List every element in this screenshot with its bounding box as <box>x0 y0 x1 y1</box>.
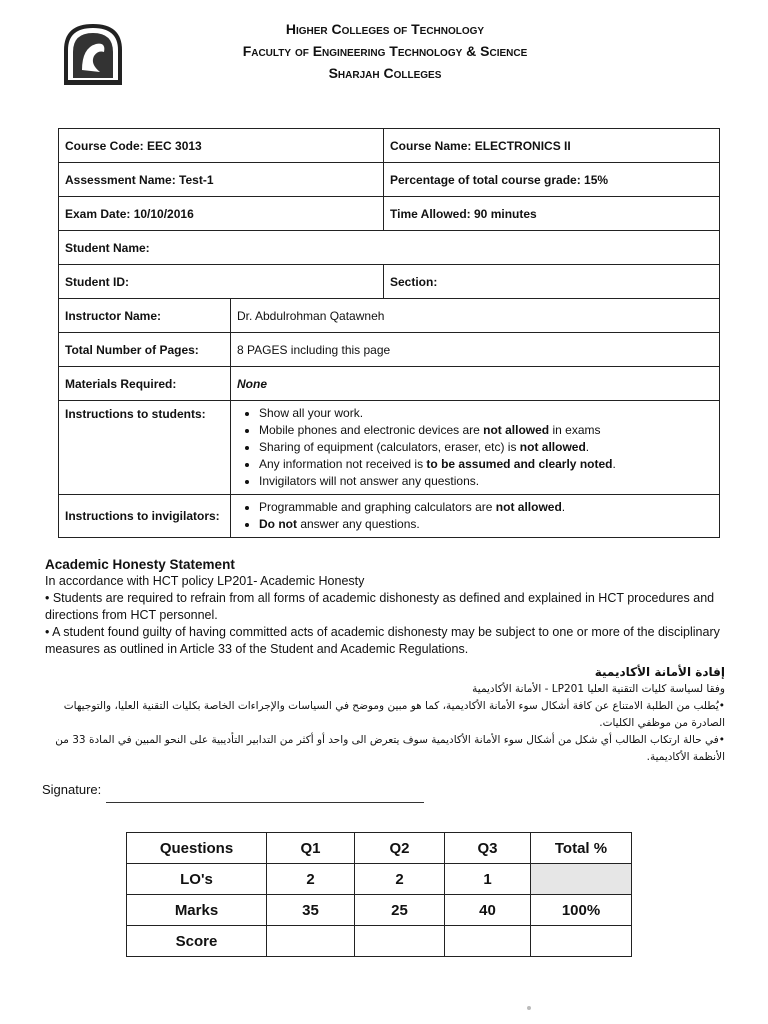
header-q1: Q1 <box>267 833 355 864</box>
instruction-text: Invigilators will not answer any questions. <box>259 474 480 488</box>
instruction-text: . <box>612 457 616 471</box>
instruction-item <box>259 499 713 516</box>
arabic-bullet-1: •يُطلب من الطلبة الامتناع عن كافة أشكال سوء الأمانة الأكاديمية، كما هو مبين وموضح في السياسات والإجراءات الخاصة بكليات التقنية العليا، والتوجيهات الصادرة من موظفي الكليات. <box>63 700 725 729</box>
marks-total: 100% <box>531 895 632 926</box>
marks-table <box>126 832 632 957</box>
instruction-text: Mobile phones and electronic devices are <box>259 423 484 437</box>
college-logo <box>60 22 126 86</box>
header-line-3: Sharjah Colleges <box>328 65 442 81</box>
course-name: Course Name: ELECTRONICS II <box>384 129 720 163</box>
marks-q2: 25 <box>355 895 445 926</box>
instruction-item <box>259 422 713 439</box>
honesty-title: Academic Honesty Statement <box>45 557 235 572</box>
section-field[interactable]: Section: <box>384 265 720 299</box>
instruction-item <box>259 439 713 456</box>
header-q3: Q3 <box>445 833 531 864</box>
invigilator-instructions-label: Instructions to invigilators: <box>59 495 231 538</box>
los-label: LO's <box>127 864 267 895</box>
score-row <box>127 926 632 957</box>
arabic-bullet-2: •في حالة ارتكاب الطالب أي شكل من أشكال سوء الأمانة الأكاديمية سوف يتعرض الى واحد أو أكثر من التدابير التأديبية على النحو المبين في المادة 33 من الأنظمة الأكاديمية. <box>55 734 725 763</box>
arabic-title: إفادة الأمانة الأكاديمية <box>594 665 725 679</box>
header-q2: Q2 <box>355 833 445 864</box>
instruction-text: Programmable and graphing calculators are <box>259 500 496 514</box>
scan-dot <box>527 1006 531 1010</box>
header-total: Total % <box>531 833 632 864</box>
instruction-text: . <box>585 440 590 454</box>
instruction-text: Sharing of equipment (calculators, eraser, etc) is <box>259 440 520 454</box>
instruction-item <box>259 473 713 490</box>
los-total <box>531 864 632 895</box>
academic-honesty-statement <box>45 556 725 658</box>
instruction-emphasis: not allowed <box>519 440 586 454</box>
header-line-1: Higher Colleges of Technology <box>285 21 485 37</box>
instruction-emphasis: to be assumed and clearly noted <box>426 457 613 471</box>
honesty-policy-line: In accordance with HCT policy LP201- Academic Honesty <box>45 574 365 588</box>
arabic-honesty-statement <box>45 664 725 766</box>
header-questions: Questions <box>127 833 267 864</box>
signature-line[interactable] <box>106 802 424 803</box>
instruction-text: Show all your work. <box>259 406 364 420</box>
score-q2[interactable] <box>355 926 445 957</box>
course-grade-percentage: Percentage of total course grade: 15% <box>384 163 720 197</box>
instruction-emphasis: not allowed <box>495 500 562 514</box>
score-total[interactable] <box>531 926 632 957</box>
exam-date: Exam Date: 10/10/2016 <box>59 197 384 231</box>
invigilator-instructions-list <box>237 499 713 533</box>
marks-q3: 40 <box>445 895 531 926</box>
instruction-emphasis: Do not <box>259 517 297 531</box>
instruction-text: . <box>561 500 566 514</box>
marks-row <box>127 895 632 926</box>
student-instructions-label: Instructions to students: <box>59 401 231 495</box>
instruction-item <box>259 456 713 473</box>
los-row <box>127 864 632 895</box>
score-label: Score <box>127 926 267 957</box>
course-code: Course Code: EEC 3013 <box>59 129 384 163</box>
assessment-name: Assessment Name: Test-1 <box>59 163 384 197</box>
los-q2: 2 <box>355 864 445 895</box>
header-line-2: Faculty of Engineering Technology & Science <box>242 43 528 59</box>
exam-info-table <box>58 128 720 538</box>
materials-label: Materials Required: <box>59 367 231 401</box>
signature-label: Signature: <box>42 782 102 797</box>
student-id-field[interactable]: Student ID: <box>59 265 384 299</box>
score-q3[interactable] <box>445 926 531 957</box>
pages-value: 8 PAGES including this page <box>231 333 720 367</box>
marks-header-row <box>127 833 632 864</box>
instruction-item <box>259 405 713 422</box>
time-allowed: Time Allowed: 90 minutes <box>384 197 720 231</box>
student-instructions-list <box>237 405 713 490</box>
student-instructions <box>231 401 720 495</box>
honesty-bullet-1: • Students are required to refrain from all forms of academic dishonesty as defined and explained in HCT procedures and directions from HCT personnel. <box>45 591 715 622</box>
instruction-text: in exams <box>549 423 601 437</box>
score-q1[interactable] <box>267 926 355 957</box>
honesty-bullet-2: • A student found guilty of having committed acts of academic dishonesty may be subject to one or more of the disciplinary measures as outlined in Article 33 of the Student and Academic Regulations. <box>45 625 720 656</box>
los-q1: 2 <box>267 864 355 895</box>
instructor-value: Dr. Abdulrohman Qatawneh <box>231 299 720 333</box>
instructor-label: Instructor Name: <box>59 299 231 333</box>
marks-label: Marks <box>127 895 267 926</box>
student-name-field[interactable]: Student Name: <box>59 231 720 265</box>
pages-label: Total Number of Pages: <box>59 333 231 367</box>
instruction-text: answer any questions. <box>297 517 420 531</box>
los-q3: 1 <box>445 864 531 895</box>
marks-q1: 35 <box>267 895 355 926</box>
instruction-text: Any information not received is <box>259 457 427 471</box>
arabic-policy-line: وفقا لسياسة كليات التقنية العليا LP201 - الأمانة الأكاديمية <box>472 683 725 695</box>
invigilator-instructions <box>231 495 720 538</box>
instruction-item <box>259 516 713 533</box>
materials-value: None <box>231 367 720 401</box>
instruction-emphasis: not allowed <box>483 423 550 437</box>
page-header <box>200 18 570 84</box>
